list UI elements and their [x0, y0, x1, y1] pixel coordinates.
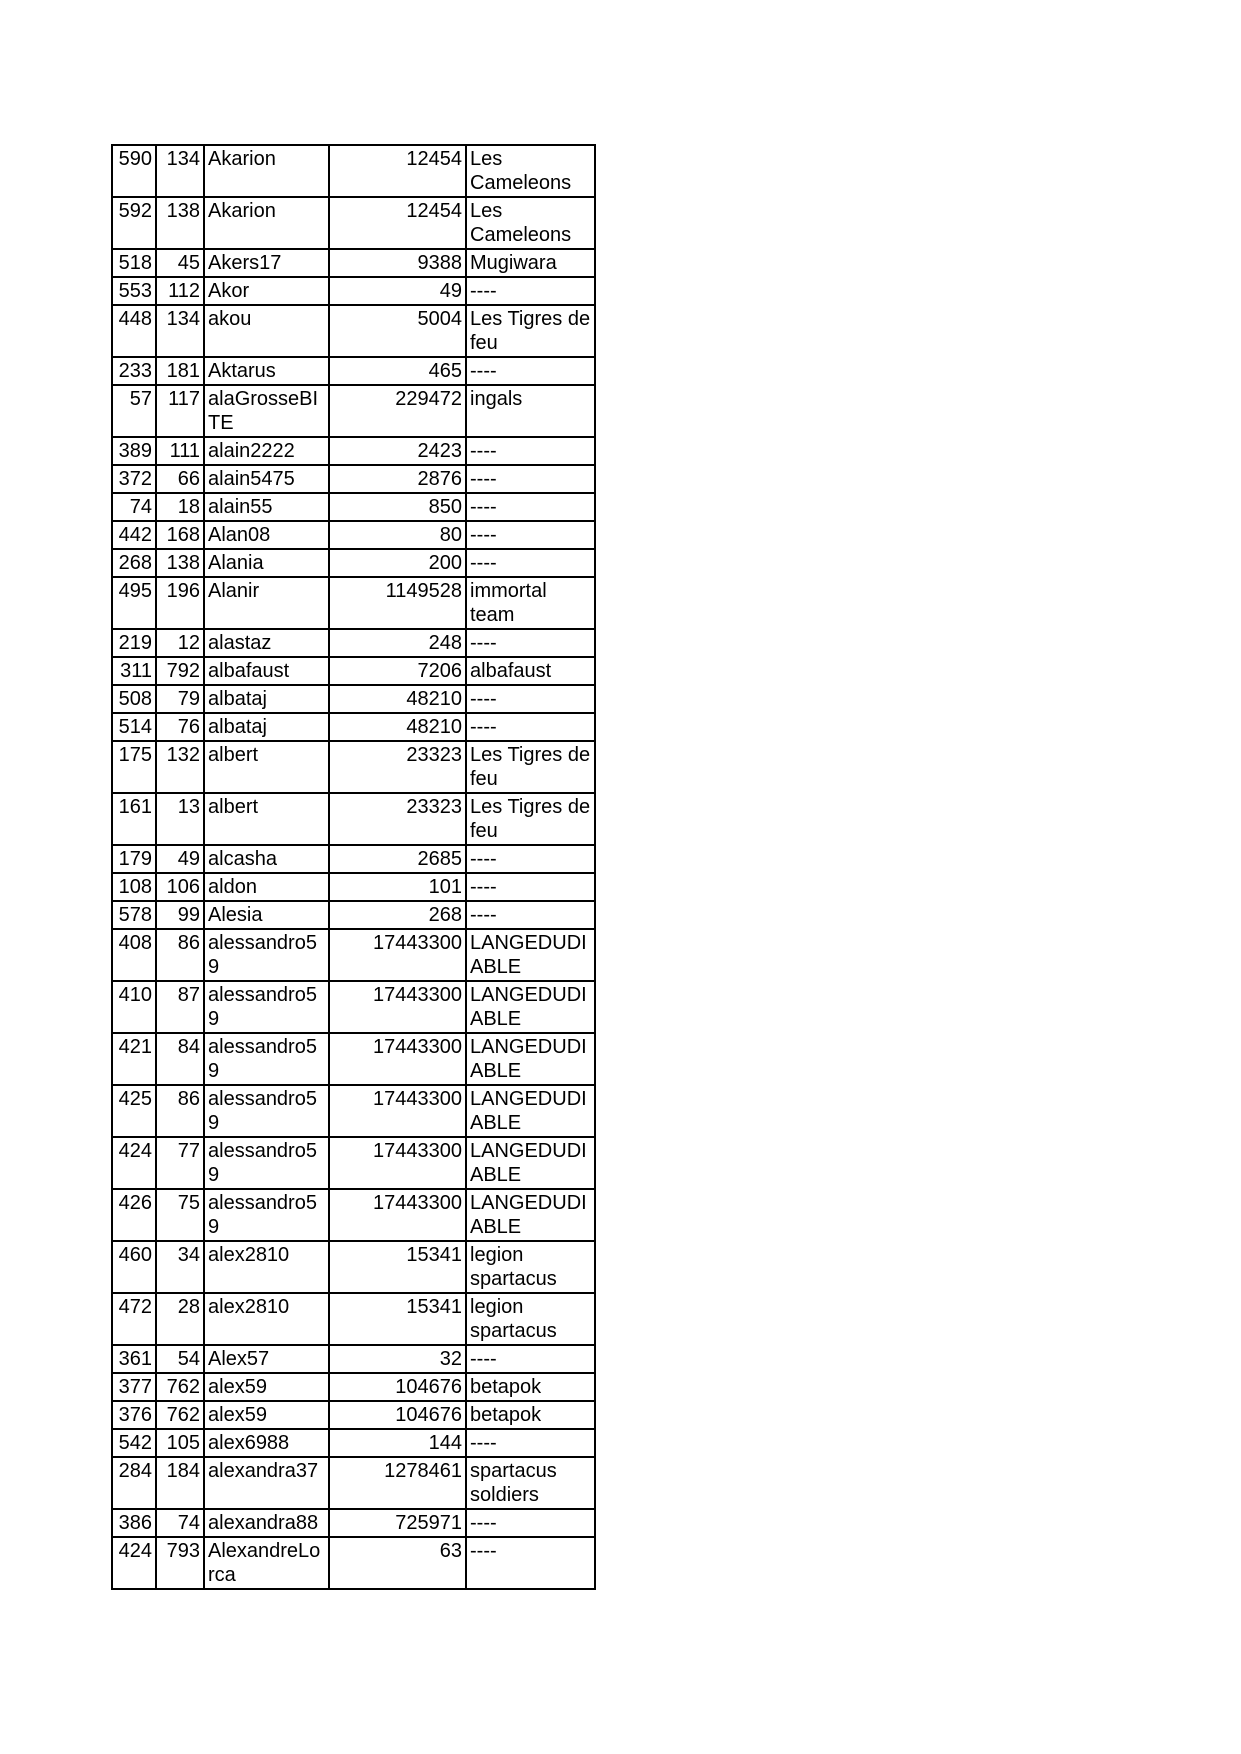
player-ranking-table [111, 144, 596, 1590]
cell-score: 80 [329, 521, 466, 549]
cell-number-1: 542 [112, 1429, 156, 1457]
cell-number-2: 45 [156, 249, 204, 277]
cell-team: albafaust [466, 657, 595, 685]
cell-player-name: alessandro59 [204, 929, 329, 981]
cell-number-1: 553 [112, 277, 156, 305]
table-row [112, 1033, 595, 1085]
cell-player-name: alex6988 [204, 1429, 329, 1457]
cell-score: 1149528 [329, 577, 466, 629]
table-row [112, 1373, 595, 1401]
cell-score: 850 [329, 493, 466, 521]
cell-number-1: 508 [112, 685, 156, 713]
table-row [112, 437, 595, 465]
table-row [112, 197, 595, 249]
cell-score: 17443300 [329, 1085, 466, 1137]
cell-team: LANGEDUDIABLE [466, 1085, 595, 1137]
cell-number-1: 376 [112, 1401, 156, 1429]
cell-player-name: alex59 [204, 1373, 329, 1401]
cell-team: Les Tigres de feu [466, 305, 595, 357]
cell-number-2: 77 [156, 1137, 204, 1189]
cell-team: ---- [466, 845, 595, 873]
cell-number-2: 138 [156, 197, 204, 249]
cell-score: 49 [329, 277, 466, 305]
cell-team: ---- [466, 493, 595, 521]
cell-score: 17443300 [329, 981, 466, 1033]
cell-score: 17443300 [329, 1137, 466, 1189]
cell-score: 1278461 [329, 1457, 466, 1509]
cell-team: legion spartacus [466, 1241, 595, 1293]
cell-number-1: 161 [112, 793, 156, 845]
cell-number-2: 66 [156, 465, 204, 493]
cell-score: 48210 [329, 685, 466, 713]
cell-player-name: albataj [204, 713, 329, 741]
table-row [112, 1429, 595, 1457]
cell-team: ---- [466, 437, 595, 465]
cell-team: ---- [466, 1345, 595, 1373]
cell-number-2: 762 [156, 1373, 204, 1401]
table-row [112, 873, 595, 901]
cell-number-1: 377 [112, 1373, 156, 1401]
cell-player-name: akou [204, 305, 329, 357]
cell-score: 15341 [329, 1293, 466, 1345]
cell-team: ---- [466, 357, 595, 385]
cell-score: 23323 [329, 793, 466, 845]
cell-team: LANGEDUDIABLE [466, 1137, 595, 1189]
cell-team: ---- [466, 1429, 595, 1457]
cell-score: 12454 [329, 197, 466, 249]
cell-number-1: 472 [112, 1293, 156, 1345]
cell-number-2: 117 [156, 385, 204, 437]
cell-number-2: 87 [156, 981, 204, 1033]
cell-score: 465 [329, 357, 466, 385]
cell-score: 2876 [329, 465, 466, 493]
cell-player-name: albafaust [204, 657, 329, 685]
cell-number-1: 592 [112, 197, 156, 249]
cell-score: 9388 [329, 249, 466, 277]
cell-score: 15341 [329, 1241, 466, 1293]
cell-team: legion spartacus [466, 1293, 595, 1345]
cell-score: 17443300 [329, 929, 466, 981]
table-row [112, 981, 595, 1033]
cell-player-name: alessandro59 [204, 1137, 329, 1189]
cell-number-2: 134 [156, 305, 204, 357]
cell-score: 229472 [329, 385, 466, 437]
cell-team: ---- [466, 685, 595, 713]
cell-number-2: 112 [156, 277, 204, 305]
cell-score: 2685 [329, 845, 466, 873]
cell-number-2: 49 [156, 845, 204, 873]
cell-team: immortal team [466, 577, 595, 629]
cell-number-2: 792 [156, 657, 204, 685]
cell-number-1: 233 [112, 357, 156, 385]
cell-number-2: 34 [156, 1241, 204, 1293]
cell-number-1: 421 [112, 1033, 156, 1085]
cell-team: ---- [466, 1509, 595, 1537]
table-row [112, 1137, 595, 1189]
cell-number-1: 386 [112, 1509, 156, 1537]
cell-number-1: 448 [112, 305, 156, 357]
cell-player-name: Alan08 [204, 521, 329, 549]
cell-score: 268 [329, 901, 466, 929]
cell-team: LANGEDUDIABLE [466, 1033, 595, 1085]
cell-number-2: 106 [156, 873, 204, 901]
cell-team: ingals [466, 385, 595, 437]
table-row [112, 1537, 595, 1589]
table-row [112, 145, 595, 197]
table-row [112, 629, 595, 657]
cell-number-2: 105 [156, 1429, 204, 1457]
cell-score: 200 [329, 549, 466, 577]
cell-team: LANGEDUDIABLE [466, 981, 595, 1033]
cell-number-1: 424 [112, 1537, 156, 1589]
cell-number-2: 74 [156, 1509, 204, 1537]
cell-number-2: 138 [156, 549, 204, 577]
cell-player-name: alain2222 [204, 437, 329, 465]
table-row [112, 1345, 595, 1373]
table-row [112, 549, 595, 577]
cell-player-name: alessandro59 [204, 981, 329, 1033]
cell-team: betapok [466, 1373, 595, 1401]
cell-number-2: 134 [156, 145, 204, 197]
cell-number-2: 132 [156, 741, 204, 793]
cell-number-1: 495 [112, 577, 156, 629]
cell-team: ---- [466, 465, 595, 493]
cell-number-2: 762 [156, 1401, 204, 1429]
cell-team: LANGEDUDIABLE [466, 1189, 595, 1241]
cell-player-name: alexandra88 [204, 1509, 329, 1537]
cell-number-1: 389 [112, 437, 156, 465]
table-row [112, 305, 595, 357]
cell-player-name: alain5475 [204, 465, 329, 493]
table-row [112, 385, 595, 437]
cell-score: 63 [329, 1537, 466, 1589]
cell-player-name: AlexandreLorca [204, 1537, 329, 1589]
cell-player-name: alex59 [204, 1401, 329, 1429]
cell-number-1: 426 [112, 1189, 156, 1241]
cell-player-name: albert [204, 793, 329, 845]
cell-player-name: alessandro59 [204, 1033, 329, 1085]
cell-player-name: alex2810 [204, 1293, 329, 1345]
table-row [112, 357, 595, 385]
cell-player-name: alain55 [204, 493, 329, 521]
cell-score: 2423 [329, 437, 466, 465]
cell-team: ---- [466, 1537, 595, 1589]
cell-team: spartacus soldiers [466, 1457, 595, 1509]
cell-score: 104676 [329, 1373, 466, 1401]
cell-player-name: albert [204, 741, 329, 793]
cell-score: 17443300 [329, 1189, 466, 1241]
cell-number-1: 175 [112, 741, 156, 793]
cell-number-2: 79 [156, 685, 204, 713]
table-row [112, 1189, 595, 1241]
table-row [112, 1457, 595, 1509]
cell-team: Les Cameleons [466, 197, 595, 249]
cell-number-1: 361 [112, 1345, 156, 1373]
table-row [112, 1509, 595, 1537]
cell-number-1: 425 [112, 1085, 156, 1137]
cell-player-name: Aktarus [204, 357, 329, 385]
table-row [112, 929, 595, 981]
table-row [112, 577, 595, 629]
cell-number-1: 514 [112, 713, 156, 741]
cell-number-1: 311 [112, 657, 156, 685]
cell-number-2: 76 [156, 713, 204, 741]
cell-player-name: alex2810 [204, 1241, 329, 1293]
cell-player-name: Akarion [204, 197, 329, 249]
cell-number-1: 578 [112, 901, 156, 929]
cell-number-2: 54 [156, 1345, 204, 1373]
table-row [112, 521, 595, 549]
cell-number-2: 99 [156, 901, 204, 929]
cell-number-2: 184 [156, 1457, 204, 1509]
cell-number-1: 408 [112, 929, 156, 981]
table-row [112, 1085, 595, 1137]
cell-score: 17443300 [329, 1033, 466, 1085]
cell-team: Les Tigres de feu [466, 793, 595, 845]
cell-player-name: Akarion [204, 145, 329, 197]
cell-team: ---- [466, 713, 595, 741]
cell-number-1: 460 [112, 1241, 156, 1293]
cell-number-1: 57 [112, 385, 156, 437]
cell-score: 144 [329, 1429, 466, 1457]
cell-team: ---- [466, 629, 595, 657]
cell-player-name: Alania [204, 549, 329, 577]
cell-number-1: 219 [112, 629, 156, 657]
cell-score: 12454 [329, 145, 466, 197]
cell-number-2: 168 [156, 521, 204, 549]
cell-number-1: 74 [112, 493, 156, 521]
cell-player-name: alexandra37 [204, 1457, 329, 1509]
cell-team: Les Tigres de feu [466, 741, 595, 793]
cell-team: LANGEDUDIABLE [466, 929, 595, 981]
cell-player-name: alessandro59 [204, 1189, 329, 1241]
cell-number-2: 28 [156, 1293, 204, 1345]
cell-number-1: 108 [112, 873, 156, 901]
cell-number-1: 268 [112, 549, 156, 577]
table-row [112, 249, 595, 277]
cell-score: 32 [329, 1345, 466, 1373]
cell-number-2: 13 [156, 793, 204, 845]
table-row [112, 713, 595, 741]
cell-number-2: 86 [156, 1085, 204, 1137]
table-row [112, 1401, 595, 1429]
table-row [112, 277, 595, 305]
cell-number-2: 75 [156, 1189, 204, 1241]
cell-number-1: 424 [112, 1137, 156, 1189]
table-row [112, 493, 595, 521]
cell-team: Les Cameleons [466, 145, 595, 197]
cell-team: ---- [466, 521, 595, 549]
cell-team: ---- [466, 873, 595, 901]
cell-team: ---- [466, 549, 595, 577]
cell-team: ---- [466, 901, 595, 929]
cell-number-2: 793 [156, 1537, 204, 1589]
cell-number-1: 284 [112, 1457, 156, 1509]
table-row [112, 901, 595, 929]
table-row [112, 845, 595, 873]
player-table-body [112, 145, 595, 1589]
cell-number-1: 590 [112, 145, 156, 197]
table-row [112, 685, 595, 713]
cell-number-1: 518 [112, 249, 156, 277]
cell-score: 101 [329, 873, 466, 901]
cell-number-2: 84 [156, 1033, 204, 1085]
table-row [112, 1293, 595, 1345]
cell-player-name: Alesia [204, 901, 329, 929]
cell-score: 5004 [329, 305, 466, 357]
cell-player-name: Akor [204, 277, 329, 305]
cell-score: 725971 [329, 1509, 466, 1537]
cell-player-name: alessandro59 [204, 1085, 329, 1137]
cell-player-name: alcasha [204, 845, 329, 873]
cell-score: 23323 [329, 741, 466, 793]
cell-team: ---- [466, 277, 595, 305]
cell-number-2: 181 [156, 357, 204, 385]
cell-player-name: alaGrosseBITE [204, 385, 329, 437]
cell-number-2: 86 [156, 929, 204, 981]
table-row [112, 741, 595, 793]
cell-number-1: 372 [112, 465, 156, 493]
cell-number-2: 12 [156, 629, 204, 657]
cell-score: 104676 [329, 1401, 466, 1429]
cell-number-1: 179 [112, 845, 156, 873]
table-row [112, 465, 595, 493]
cell-team: betapok [466, 1401, 595, 1429]
table-row [112, 1241, 595, 1293]
cell-number-2: 196 [156, 577, 204, 629]
cell-number-2: 111 [156, 437, 204, 465]
cell-score: 248 [329, 629, 466, 657]
cell-player-name: Alex57 [204, 1345, 329, 1373]
cell-number-2: 18 [156, 493, 204, 521]
table-row [112, 657, 595, 685]
table-row [112, 793, 595, 845]
cell-player-name: Alanir [204, 577, 329, 629]
cell-player-name: aldon [204, 873, 329, 901]
cell-player-name: Akers17 [204, 249, 329, 277]
cell-score: 48210 [329, 713, 466, 741]
cell-number-1: 442 [112, 521, 156, 549]
cell-score: 7206 [329, 657, 466, 685]
cell-team: Mugiwara [466, 249, 595, 277]
cell-player-name: albataj [204, 685, 329, 713]
cell-player-name: alastaz [204, 629, 329, 657]
cell-number-1: 410 [112, 981, 156, 1033]
